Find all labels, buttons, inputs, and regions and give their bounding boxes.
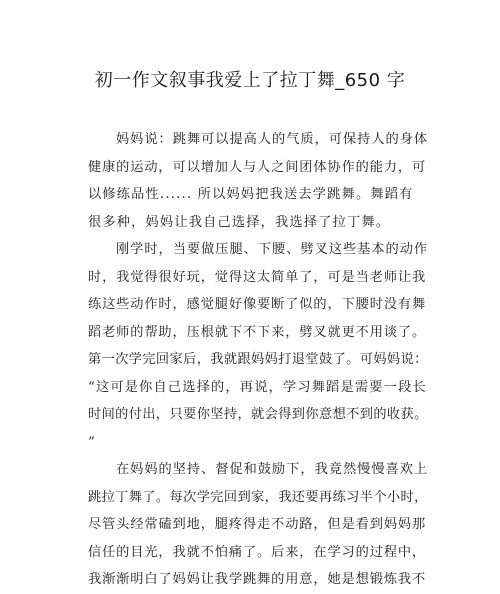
text-line: 刚学时，当要做压腿、下腰、劈叉这些基本的动作 — [116, 242, 429, 257]
text-line: “这可是你自己选择的，再说，学习舞蹈是需要一段长 — [88, 379, 427, 395]
text-line: 蹈老师的帮助，压根就下不下来，劈叉就更不用谈了。 — [88, 324, 427, 340]
text-line: 信任的目光，我就不怕痛了。后来，在学习的过程中， — [88, 544, 427, 560]
document-body — [88, 126, 428, 594]
text-line: 时间的付出，只要你坚持，就会得到你意想不到的收获。 — [88, 407, 428, 422]
text-line: 练这些动作时，感觉腿好像要断了似的，下腰时没有舞 — [88, 297, 427, 312]
text-line: 跳拉丁舞了。每次学完回到家，我还要再练习半个小时， — [88, 489, 428, 505]
text-line: 妈妈说：跳舞可以提高人的气质，可保持人的身体 — [116, 132, 429, 147]
text-line: 健康的运动，可以增加人与人之间团体协作的能力，可 — [88, 159, 427, 175]
text-line: 第一次学完回家后，我就跟妈妈打退堂鼓了。可妈妈说： — [88, 352, 428, 367]
text-line: 尽管头经常磕到地，腿疼得走不动路，但是看到妈妈那 — [88, 517, 427, 532]
text-line: 很多种，妈妈让我自己选择，我选择了拉丁舞。 — [88, 214, 391, 230]
text-line: 以修练品性...... 所以妈妈把我送去学跳舞。舞蹈有 — [88, 187, 414, 202]
text-line: 时，我觉得很好玩，觉得这太简单了，可是当老师让我 — [88, 269, 427, 285]
document-title: 初一作文叙事我爱上了拉丁舞_650 字 — [94, 70, 406, 91]
text-line: ” — [88, 434, 96, 450]
text-line: 我渐渐明白了妈妈让我学跳舞的用意，她是想锻炼我不 — [88, 572, 427, 587]
text-line: 在妈妈的坚持、督促和鼓励下，我竟然慢慢喜欢上 — [116, 462, 429, 477]
